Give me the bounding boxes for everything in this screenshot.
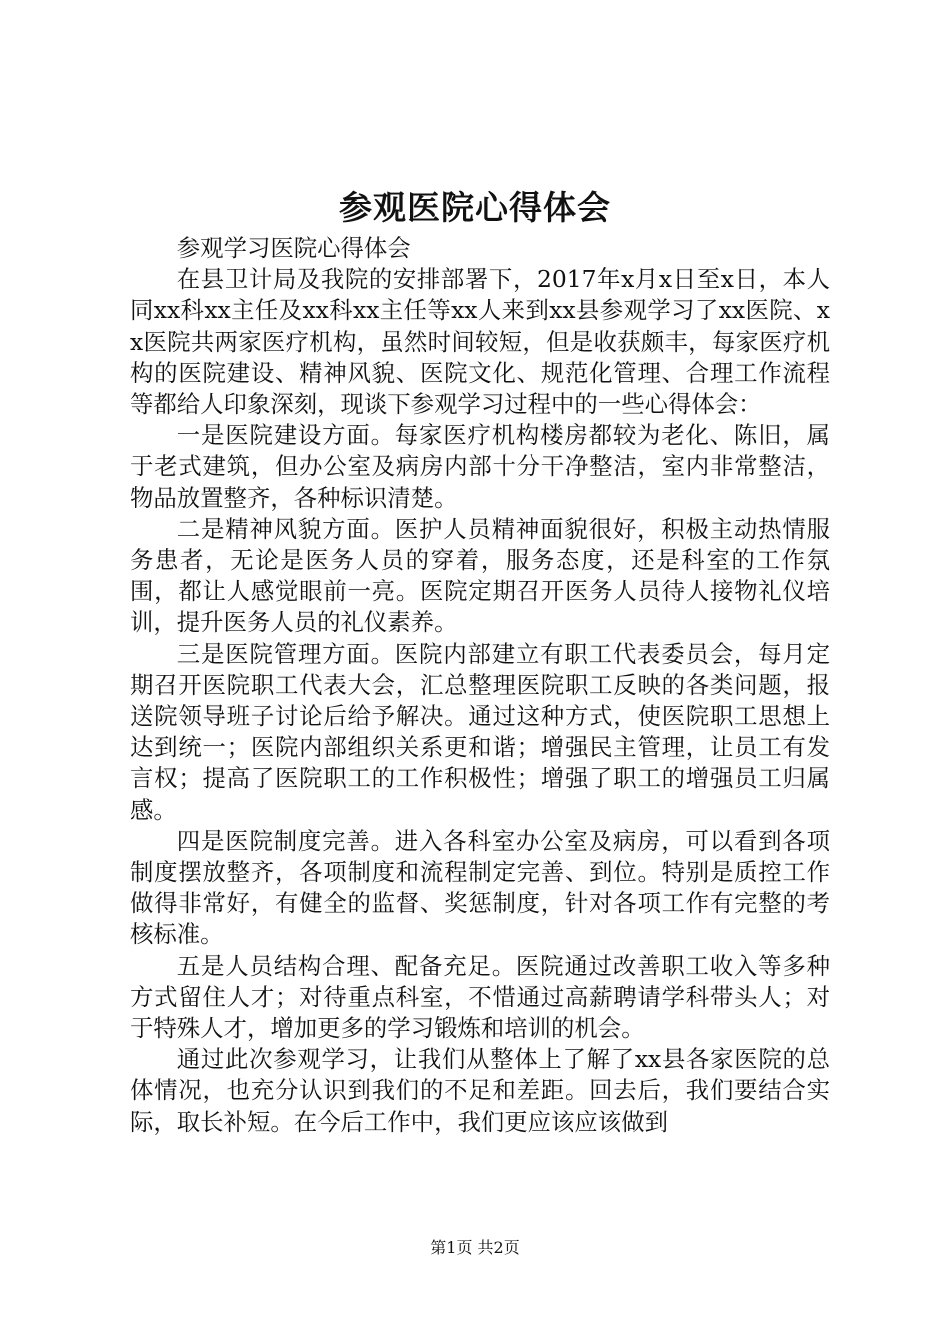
document-body xyxy=(130,233,830,1138)
page-number-footer: 第1页 共2页 xyxy=(430,1238,520,1257)
paragraph-point-4: 四是医院制度完善。进入各科室办公室及病房，可以看到各项制度摆放整齐，各项制度和流程制定完善、到位。特别是质控工作做得非常好，有健全的监督、奖惩制度，针对各项工作有完整的考核标准。 xyxy=(130,826,830,949)
paragraph-intro: 在县卫计局及我院的安排部署下，2017年x月x日至x日，本人同xx科xx主任及xx科xx主任等xx人来到xx县参观学习了xx医院、xx医院共两家医疗机构，虽然时间较短，但是收获颇丰，每家医疗机构的医院建设、精神风貌、医院文化、规范化管理、合理工作流程等都给人印象深刻，现谈下参观学习过程中的一些心得体会： xyxy=(130,265,830,419)
paragraph-point-2: 二是精神风貌方面。医护人员精神面貌很好，积极主动热情服务患者，无论是医务人员的穿着，服务态度，还是科室的工作氛围，都让人感觉眼前一亮。医院定期召开医务人员待人接物礼仪培训，提升医务人员的礼仪素养。 xyxy=(130,514,830,637)
paragraph-point-1: 一是医院建设方面。每家医疗机构楼房都较为老化、陈旧，属于老式建筑，但办公室及病房内部十分干净整洁，室内非常整洁，物品放置整齐，各种标识清楚。 xyxy=(130,421,830,512)
paragraph-point-5: 五是人员结构合理、配备充足。医院通过改善职工收入等多种方式留住人才；对待重点科室，不惜通过高薪聘请学科带头人；对于特殊人才，增加更多的学习锻炼和培训的机会。 xyxy=(130,951,830,1043)
paragraph-point-3: 三是医院管理方面。医院内部建立有职工代表委员会，每月定期召开医院职工代表大会，汇总整理医院职工反映的各类问题，报送院领导班子讨论后给予解决。通过这种方式，使医院职工思想上达到统一；医院内部组织关系更和谐；增强民主管理，让员工有发言权；提高了医院职工的工作积极性；增强了职工的增强员工归属感。 xyxy=(130,639,830,824)
document-title: 参观医院心得体会 xyxy=(339,188,611,227)
paragraph-subtitle: 参观学习医院心得体会 xyxy=(176,234,411,262)
paragraph-conclusion: 通过此次参观学习，让我们从整体上了解了xx县各家医院的总体情况，也充分认识到我们的不足和差距。回去后，我们要结合实际，取长补短。在今后工作中，我们更应该应该做到 xyxy=(130,1045,830,1136)
